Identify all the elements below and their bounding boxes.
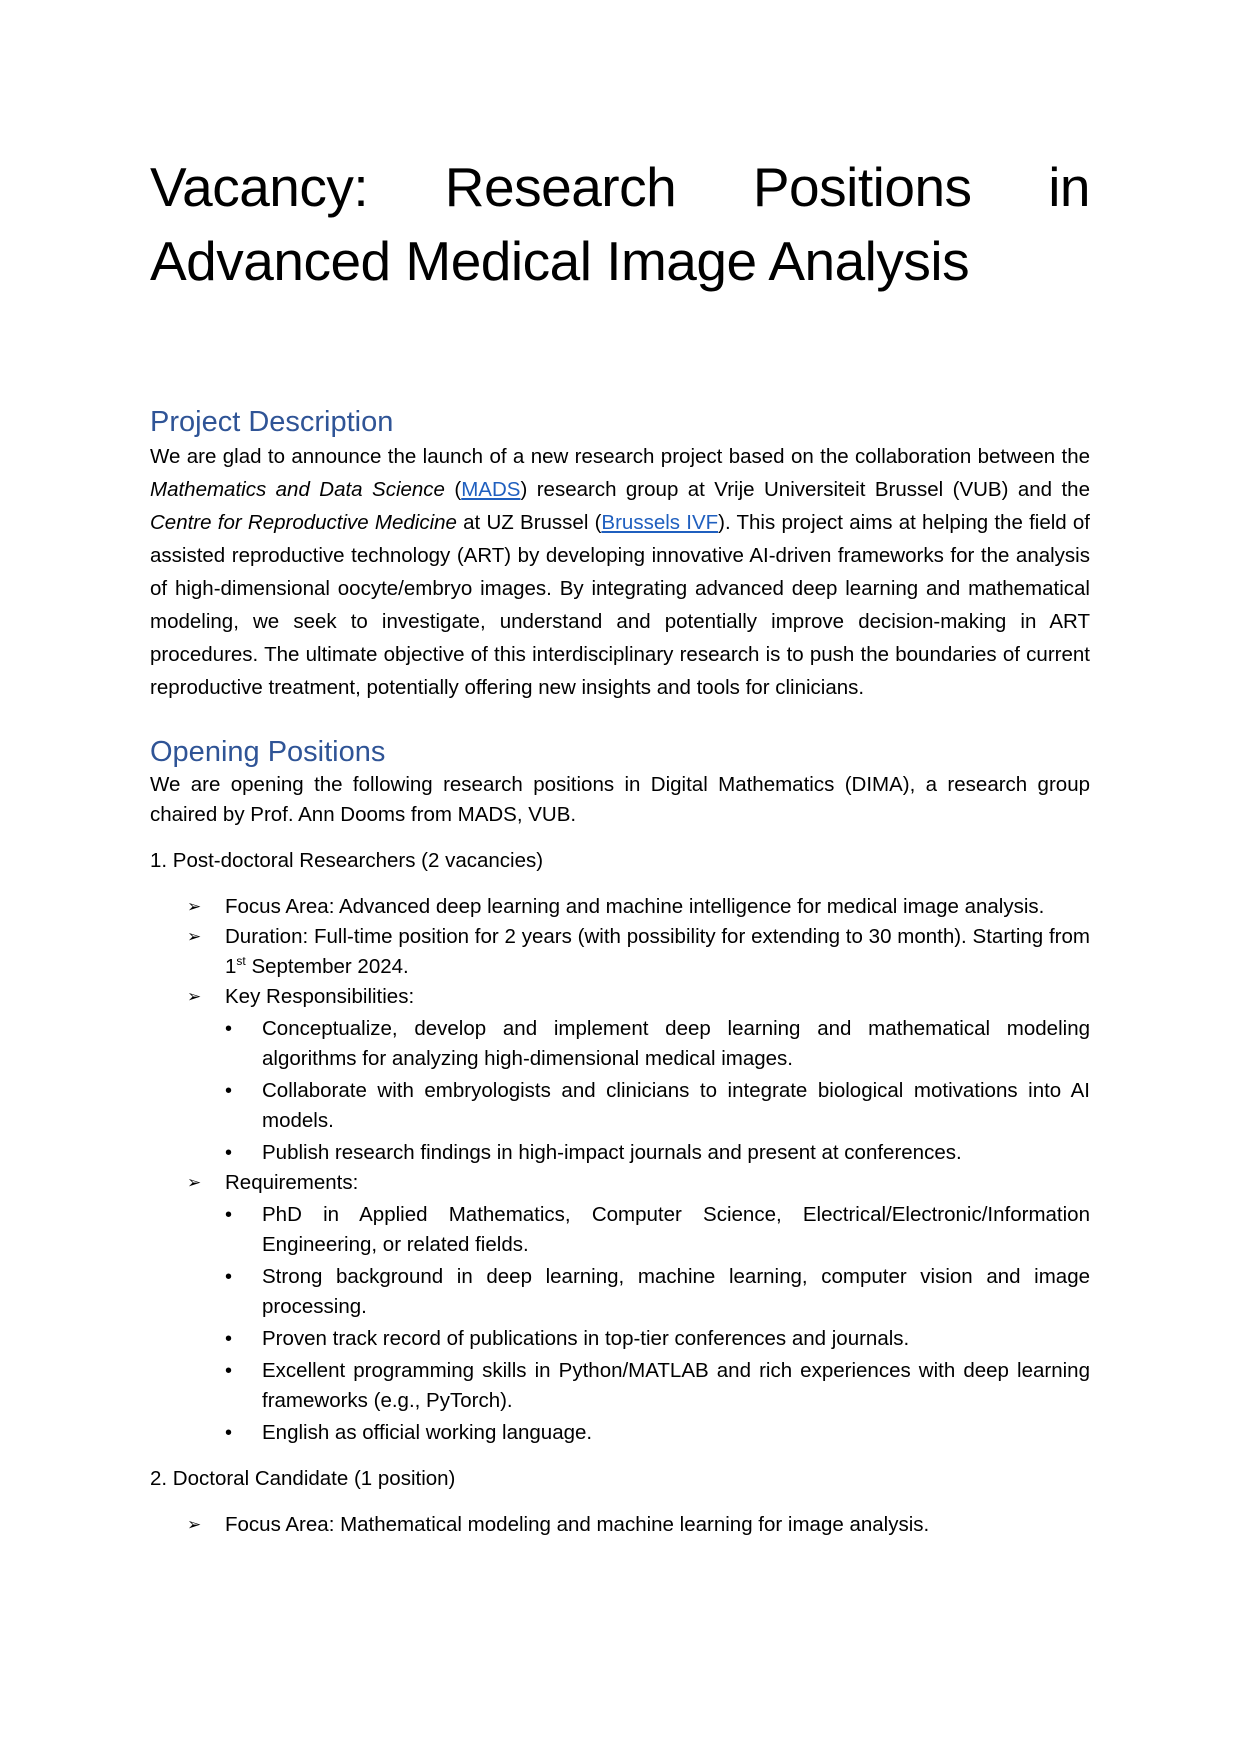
doctoral-heading: 2. Doctoral Candidate (1 position): [150, 1467, 456, 1490]
list-item: [150, 1168, 1090, 1448]
bullet-icon: •: [225, 1080, 233, 1102]
openings-intro: We are opening the following research positions in Digital Mathematics (DIMA), a research group chaired by Prof. Ann Dooms from MADS, VUB.: [150, 773, 1090, 826]
doctoral-focus: Focus Area: Mathematical modeling and machine learning for image analysis.: [225, 1513, 930, 1536]
list-item: [150, 1510, 1090, 1540]
bullet-icon: •: [225, 1422, 233, 1444]
list-item: [150, 892, 1090, 922]
postdoc-duration: [225, 925, 1090, 978]
list-item: [225, 1262, 1090, 1322]
bullet-icon: •: [225, 1360, 233, 1382]
list-item: [225, 1076, 1090, 1136]
page-title: Vacancy: Research Positions in Advanced Medical Image Analysis: [150, 156, 1090, 292]
requirement-text: Strong background in deep learning, machine learning, computer vision and image processing.: [262, 1265, 1090, 1318]
postdoc-heading: 1. Post-doctoral Researchers (2 vacancies): [150, 849, 544, 872]
bullet-icon: •: [225, 1328, 233, 1350]
bullet-icon: •: [225, 1018, 233, 1040]
bullet-icon: •: [225, 1204, 233, 1226]
postdoc-focus: Focus Area: Advanced deep learning and machine intelligence for medical image analysis.: [225, 895, 1045, 918]
project-text-4: at UZ Brussel (: [456, 511, 602, 534]
arrow-bullet-icon: ➢: [187, 927, 202, 947]
list-item: [225, 1138, 1090, 1168]
project-text-5: ). This project aims at helping the field of assisted reproductive technology (ART) by developing innovative AI-driven frameworks for the analysis of high-dimensional oocyte/embryo images. By integrating advanced deep learning and mathematical modeling, we seek to investigate, understand and potentially improve decision-making in ART procedures. The ultimate objective of this interdisciplinary research is to push the boundaries of current reproductive treatment, potentially offering new insights and tools for clinicians.: [150, 511, 1090, 699]
list-item: [150, 922, 1090, 982]
arrow-bullet-icon: ➢: [187, 897, 202, 917]
project-text-1: We are glad to announce the launch of a new research project based on the collaboration between the: [150, 445, 1090, 468]
responsibilities-label: Key Responsibilities:: [225, 985, 415, 1008]
crm-full-name: Centre for Reproductive Medicine: [150, 511, 457, 534]
list-item: [225, 1014, 1090, 1074]
ordinal-suffix: st: [236, 954, 246, 969]
bullet-icon: •: [225, 1266, 233, 1288]
duration-text: Duration: Full-time position for 2 years (with possibility for extending to 30 month). Starting from 1: [225, 925, 1090, 978]
mads-full-name: Mathematics and Data Science: [150, 478, 445, 501]
requirement-text: Proven track record of publications in top-tier conferences and journals.: [262, 1327, 910, 1350]
document-page: [150, 150, 1090, 1540]
duration-text-end: September 2024.: [245, 955, 409, 978]
list-item: [225, 1324, 1090, 1354]
opening-positions-heading: Opening Positions: [150, 736, 386, 768]
responsibility-text: Conceptualize, develop and implement deep learning and mathematical modeling algorithms for analyzing high-dimensional medical images.: [262, 1017, 1090, 1070]
mads-link[interactable]: MADS: [461, 478, 521, 501]
requirements-label: Requirements:: [225, 1171, 359, 1194]
responsibility-text: Publish research findings in high-impact journals and present at conferences.: [262, 1141, 962, 1164]
list-item: [225, 1200, 1090, 1260]
requirement-text: Excellent programming skills in Python/MATLAB and rich experiences with deep learning frameworks (e.g., PyTorch).: [262, 1359, 1090, 1412]
arrow-bullet-icon: ➢: [187, 987, 202, 1007]
postdoc-details-list: [150, 892, 1090, 1448]
project-text-3: ) research group at Vrije Universiteit Brussel (VUB) and the: [520, 478, 1090, 501]
requirements-list: [225, 1200, 1090, 1448]
requirement-text: PhD in Applied Mathematics, Computer Science, Electrical/Electronic/Information Engineering, or related fields.: [262, 1203, 1090, 1256]
bullet-icon: •: [225, 1142, 233, 1164]
list-item: [150, 982, 1090, 1168]
project-description-text: [150, 440, 1090, 704]
responsibility-text: Collaborate with embryologists and clinicians to integrate biological motivations into AI models.: [262, 1079, 1090, 1132]
project-description-heading: Project Description: [150, 406, 394, 438]
project-text-2: (: [444, 478, 462, 501]
list-item: [225, 1356, 1090, 1416]
arrow-bullet-icon: ➢: [187, 1173, 202, 1193]
requirement-text: English as official working language.: [262, 1421, 593, 1444]
doctoral-details-list: [150, 1510, 1090, 1540]
list-item: [225, 1418, 1090, 1448]
arrow-bullet-icon: ➢: [187, 1515, 202, 1535]
brussels-ivf-link[interactable]: Brussels IVF: [601, 511, 719, 534]
responsibilities-list: [225, 1014, 1090, 1168]
